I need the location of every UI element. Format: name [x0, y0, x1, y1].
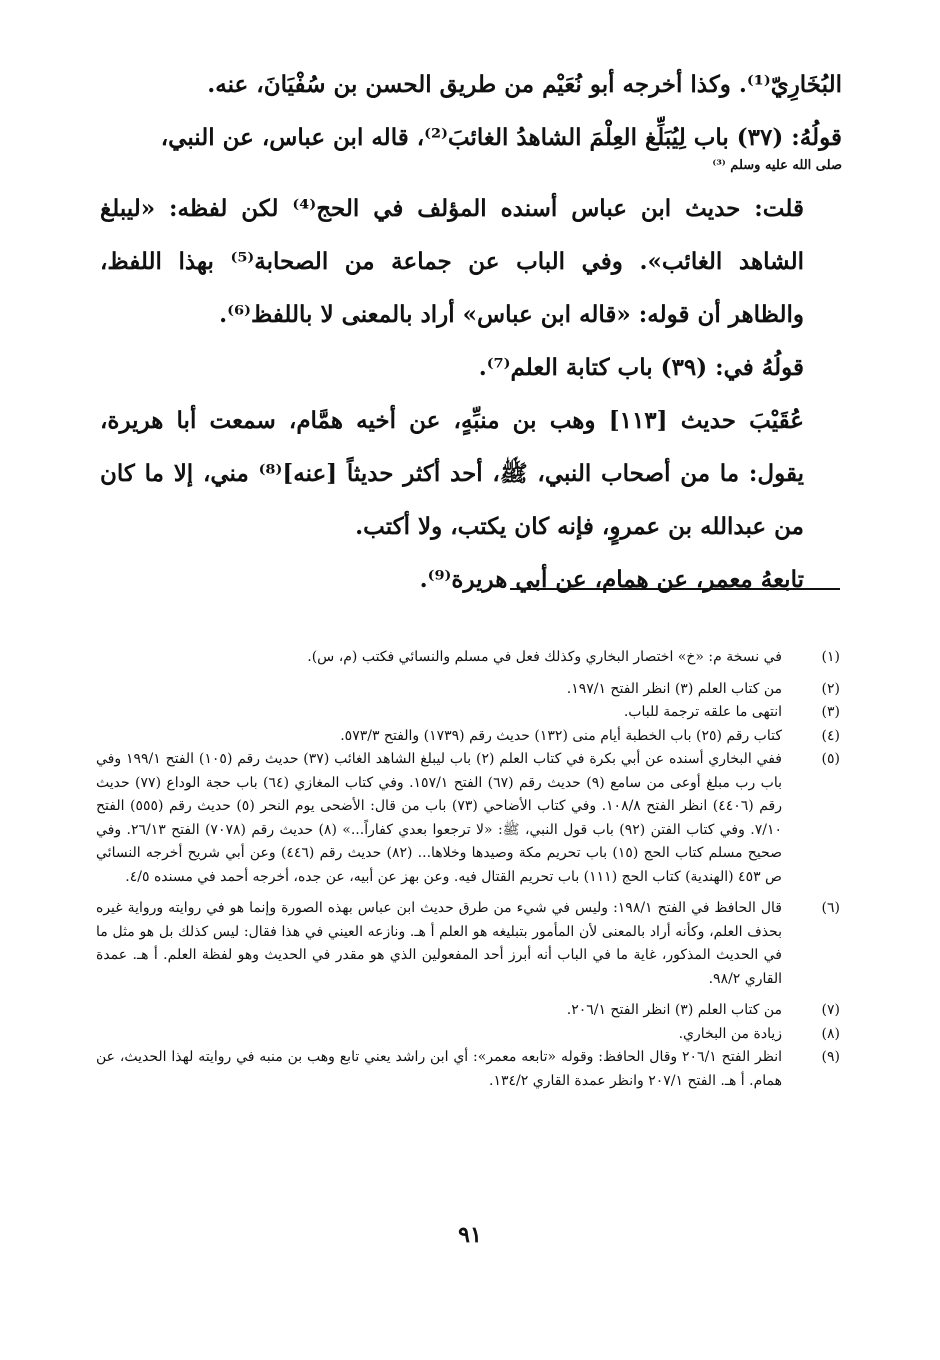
footnote-number: (٩) [821, 1049, 840, 1065]
footnote-number: (٣) [821, 704, 840, 720]
footnote-number: (٨) [821, 1025, 840, 1042]
footnotes [96, 646, 840, 1093]
footnote-8 [96, 1023, 840, 1047]
salla-glyph: صلى الله عليه وسلم ⁽³⁾ [712, 158, 842, 173]
main-text [100, 58, 842, 606]
footnote-text: زيادة من البخاري. [678, 1025, 782, 1042]
paragraph-5: عُقَيْبَ حديث [١١٣] وهب بن منبِّهٍ، عن أخيه همَّام، سمعت أبا هريرة، يقول: ما من أصحاب النبي، ﷺ، أحد أكثر حديثاً [عنه]⁽⁸⁾ مني، إلا ما كان من عبدالله بن عمروٍ، فإنه كان يكتب، ولا أكتب. [100, 407, 805, 540]
footnote-1 [96, 646, 840, 670]
footnote-text: انتهى ما علقه ترجمة للباب. [623, 704, 782, 720]
page-number: ٩١ [458, 1222, 482, 1248]
paragraph-6: تابعهُ معمر، عن همام، عن أبي هريرة⁽⁹⁾. [419, 566, 804, 593]
paragraph-1: البُخَارِيّ⁽¹⁾. وكذا أخرجه أبو نُعَيْم من طريق الحسن بن سُفْيَانَ، عنه. [207, 71, 842, 98]
footnote-text: من كتاب العلم (٣) انظر الفتح ٢٠٦/١. [566, 1002, 782, 1018]
footnote-number: (١) [821, 649, 840, 665]
footnote-7 [96, 999, 840, 1023]
footnote-number: (٢) [821, 680, 840, 697]
footnote-number: (٥) [821, 751, 840, 767]
footnote-3 [96, 701, 840, 725]
footnote-text: من كتاب العلم (٣) انظر الفتح ١٩٧/١. [566, 680, 782, 697]
footnote-6 [96, 897, 840, 991]
footnote-9 [96, 1046, 840, 1093]
paragraph-2: قولُهُ: (٣٧) باب لِيُبَلِّغ العِلْمَ الشاهدُ الغائبَ⁽²⁾، قاله ابن عباس، عن النبي، [160, 124, 842, 151]
footnote-number: (٧) [821, 1002, 840, 1018]
footnote-number: (٦) [821, 900, 840, 916]
footnote-text: انظر الفتح ٢٠٦/١ وقال الحافظ: وقوله «تابعه معمر»: أي ابن راشد يعني تابع وهب بن منبه في روايته لهذا الحديث، عن همام. أ هـ. الفتح ٢٠٧/١ وانظر عمدة القاري ١٣٤/٢. [96, 1049, 782, 1089]
footnote-separator [510, 588, 840, 590]
paragraph-3: قلت: حديث ابن عباس أسنده المؤلف في الحج⁽⁴⁾ لكن لفظه: «ليبلغ الشاهد الغائب». وفي الباب عن جماعة من الصحابة⁽⁵⁾ بهذا اللفظ، والظاهر أن قوله: «قاله ابن عباس» أراد بالمعنى لا باللفظ⁽⁶⁾. [100, 195, 804, 328]
footnote-text: قال الحافظ في الفتح ١٩٨/١: وليس في شيء من طرق حديث ابن عباس بهذه الصورة وإنما هو في روايته ورواية غيره بحذف العلم، وكأنه أراد بالمعنى لأن المأمور بتبليغه هو العلم أ هـ. ونازعه العيني في هذا فقال: ليس كذلك بل هو مثل ما في الحديث المذكور، غاية ما في الباب أنه أبرز أحد المفعولين الذي هو مقدر في الحديث وهو لفظة العلم. أ هـ. عمدة القاري ٩٨/٢. [96, 900, 782, 987]
footnote-4 [96, 725, 840, 749]
paragraph-4: قولُهُ في: (٣٩) باب كتابة العلم⁽⁷⁾. [478, 354, 804, 381]
footnote-5 [96, 748, 840, 889]
footnote-number: (٤) [821, 727, 840, 744]
footnote-text: كتاب رقم (٢٥) باب الخطبة أيام منى (١٣٢) حديث رقم (١٧٣٩) والفتح ٥٧٣/٣. [340, 727, 782, 744]
footnote-text: ففي البخاري أسنده عن أبي بكرة في كتاب العلم (٢) باب ليبلغ الشاهد الغائب (٣٧) حديث رقم (١٠٥) الفتح ١٩٩/١ وفي باب رب مبلغ أوعى من سامع (٩) حديث رقم (٦٧) الفتح ١٥٧/١. وفي كتاب المغازي (٦٤) باب حجة الوداع (٧٧) حديث رقم (٤٤٠٦) انظر الفتح ١٠٨/٨. وفي كتاب الأضاحي (٧٣) باب من قال: الأضحى يوم النحر (٥) حديث رقم (٥٥٥) الفتح ٧/١٠. وفي كتاب الفتن (٩٢) باب قول النبي، ﷺ: «لا ترجعوا بعدي كفاراً...» (٨) حديث رقم (٧٠٧٨) الفتح ٢٦/١٣. وفي صحيح مسلم كتاب الحج (١٥) باب تحريم مكة وصيدها وخلاها... (٨٢) حديث رقم (٤٤٦) وعن أبي شريح أخرجه النسائي ص ٤٥٣ (الهندية) كتاب الحج (١١١) باب تحريم القتال فيه. وعن بهز عن أبيه، عن جده، أخرجه أحمد في مسنده ٤/٥. [96, 751, 783, 885]
footnote-text: في نسخة م: «خ» اختصار البخاري وكذلك فعل في مسلم والنسائي فكتب (م، س). [307, 649, 782, 665]
footnote-2 [96, 678, 840, 702]
